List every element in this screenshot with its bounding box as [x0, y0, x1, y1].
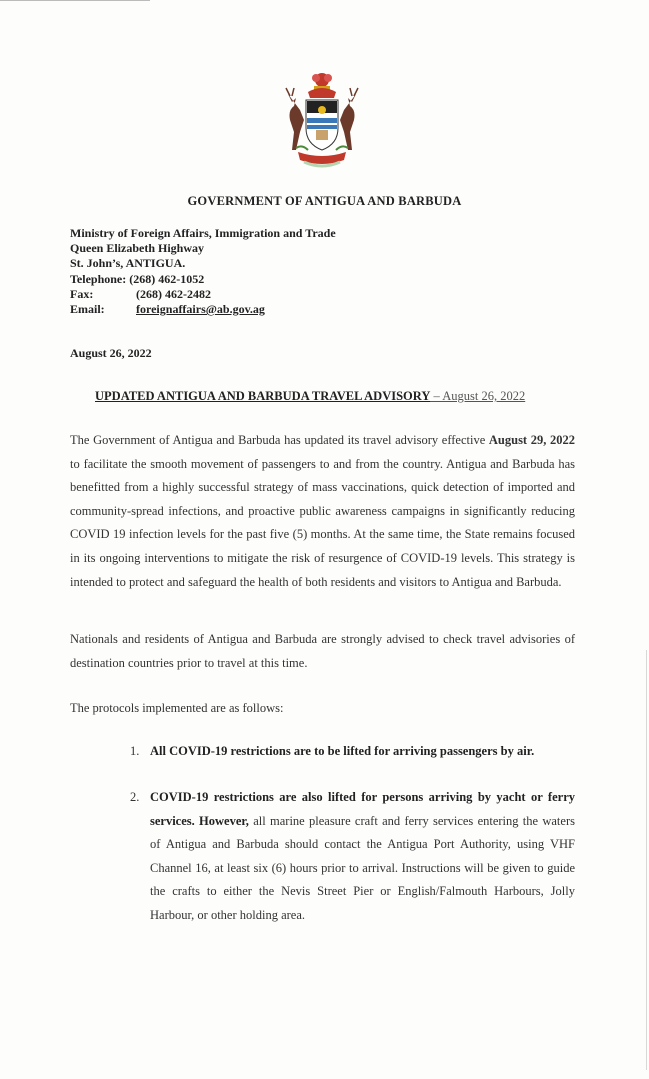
fax-row	[70, 287, 336, 302]
ministry-name: Ministry of Foreign Affairs, Immigration and Trade	[70, 226, 336, 240]
advisory-heading-main: UPDATED ANTIGUA AND BARBUDA TRAVEL ADVISORY	[95, 389, 431, 403]
paragraph-advice: Nationals and residents of Antigua and Barbuda are strongly advised to check travel advisories of destination countries prior to travel at this time.	[70, 632, 575, 670]
telephone-number: (268) 462-1052	[129, 271, 205, 286]
intro-text-start: The Government of Antigua and Barbuda has updated its travel advisory effective	[70, 433, 489, 447]
telephone-label: Telephone:	[70, 271, 127, 286]
top-edge-line	[0, 0, 150, 1]
protocol-bold-text: All COVID-19 restrictions are to be lifted for arriving passengers by air.	[150, 744, 535, 758]
protocol-text: all marine pleasure craft and ferry services entering the waters of Antigua and Barbuda should contact the Antigua Port Authority, using VHF Channel 16, at least six (6) hours prior to arrival. Instructions will be given to guide the crafts to either the Nevis Street Pier or English/Falmouth Harbours, Jolly Harbour, or other holding area.	[150, 813, 575, 922]
email-row	[70, 302, 336, 317]
protocol-item	[130, 740, 575, 764]
paragraph-protocols-intro: The protocols implemented are as follows:	[70, 701, 284, 715]
protocol-number: 1.	[130, 744, 140, 758]
street-address: Queen Elizabeth Highway	[70, 241, 205, 256]
ministry-address-block	[70, 226, 336, 317]
document-title: GOVERNMENT OF ANTIGUA AND BARBUDA	[187, 194, 462, 208]
protocol-number: 2.	[130, 790, 140, 804]
protocol-bold-text: COVID-19 restrictions are also lifted for persons arriving by yacht or ferry services. However,	[150, 790, 575, 828]
email-label: Email:	[70, 302, 105, 317]
fax-number: (268) 462-2482	[136, 286, 211, 301]
intro-text-rest: to facilitate the smooth movement of passengers to and from the country. Antigua and Barbuda has benefitted from a highly successful strategy of mass vaccinations, quick detection of imported and community-spread infections, and proactive public awareness campaigns in significantly reducing COVID 19 infection levels for the past five (5) months. At the same time, the State remains focused in its ongoing interventions to mitigate the risk of resurgence of COVID-19 levels. This strategy is intended to protect and safeguard the health of both residents and visitors to Antigua and Barbuda.	[70, 456, 575, 589]
email-link[interactable]: foreignaffairs@ab.gov.ag	[136, 302, 265, 317]
paragraph-intro	[70, 429, 575, 594]
protocol-item	[130, 786, 575, 928]
document-date: August 26, 2022	[70, 346, 152, 360]
city-address: St. John’s, ANTIGUA.	[70, 256, 186, 271]
advisory-heading-date: – August 26, 2022	[430, 389, 526, 403]
telephone-row	[70, 272, 336, 287]
coat-of-arms-icon	[278, 70, 366, 172]
effective-date: August 29, 2022	[488, 433, 575, 447]
fax-label: Fax:	[70, 286, 94, 301]
scan-edge-shadow	[646, 650, 647, 1070]
advisory-heading	[95, 389, 525, 404]
